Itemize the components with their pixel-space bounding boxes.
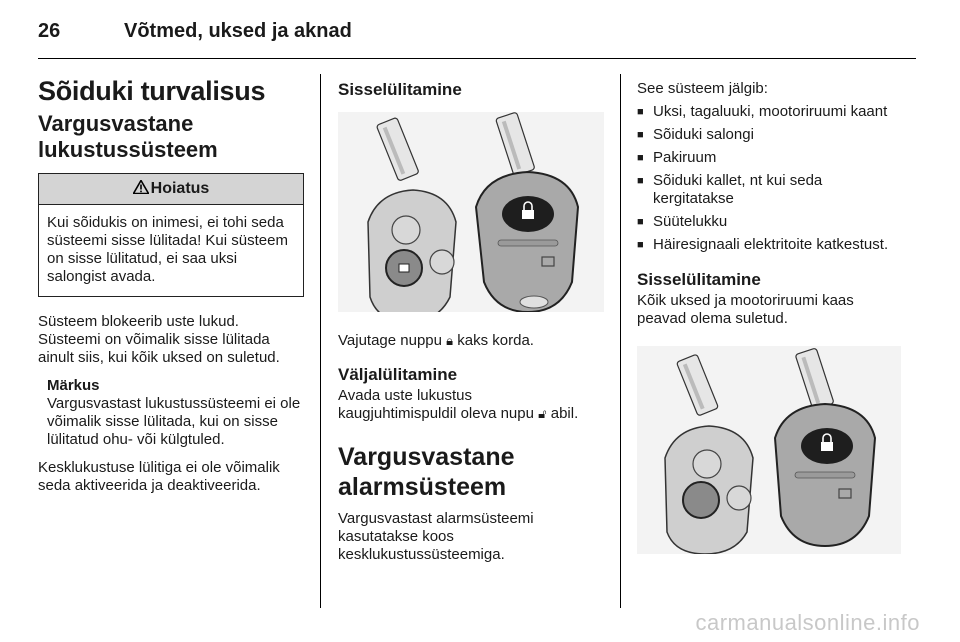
monitored-list (637, 103, 907, 254)
note-text: Vargusvastast lukustussüsteemi ei ole võimalik sisse lülitada, kui on sisse lülitatud ohu- või külgtuled. (47, 395, 301, 448)
warning-title: Hoiatus (150, 180, 210, 197)
subheading: Vargusvastane lukustussüsteem (38, 111, 218, 162)
note-block (47, 377, 304, 449)
column-divider-1 (320, 74, 321, 608)
column-1 (38, 74, 304, 495)
deactivation-text-before: kaugjuhtimispuldil oleva nupu (338, 405, 534, 422)
list-item: ■ Sõiduki salongi (637, 126, 907, 144)
unlock-icon: 🔓︎ (538, 407, 547, 422)
alarm-text: Vargusvastast alarmsüsteemi kasutatakse koos kesklukustussüsteemiga. (338, 510, 534, 563)
note-title: Märkus (47, 377, 100, 394)
footer-watermark: carmanualsonline.info (695, 610, 920, 635)
page-header (38, 20, 352, 43)
alarm-activation-text: Kõik uksed ja mootoriruumi kaas peavad olema suletud. (637, 292, 854, 327)
deactivation-line-1: Avada uste lukustus (338, 387, 472, 404)
paragraph-central-lock: Kesklukustuse lülitiga ei ole võimalik seda aktiveerida ja deaktiveerida. (38, 459, 280, 494)
key-fob-illustration-1 (338, 112, 604, 312)
activation-heading: Sisselülitamine (338, 80, 462, 99)
press-text-after: kaks korda. (457, 332, 534, 349)
section-title: Võtmed, uksed ja aknad (124, 20, 352, 42)
lock-icon: 🔒︎ (446, 334, 454, 349)
warning-box (38, 173, 304, 297)
deactivation-line-2 (338, 405, 604, 424)
header-rule (38, 58, 916, 59)
paragraph-blocking: Süsteem blokeerib uste lukud. Süsteemi on võimalik sisse lülitada ainult siis, kui kõik uksed on suletud. (38, 313, 280, 366)
warning-header (39, 174, 303, 205)
deactivation-heading: Väljalülitamine (338, 365, 458, 384)
press-text-before: Vajutage nuppu (338, 332, 442, 349)
list-item: ■ Häiresignaali elektritoite katkestust. (637, 236, 907, 254)
list-item: ■ Sõiduki kallet, nt kui seda kergitatakse (637, 172, 907, 208)
monitors-intro: See süsteem jälgib: (637, 80, 768, 97)
press-instruction (338, 332, 604, 351)
column-divider-2 (620, 74, 621, 608)
deactivation-text-after: abil. (550, 405, 579, 422)
column-3 (637, 74, 907, 554)
page-number: 26 (38, 20, 61, 42)
list-item: ■ Uksi, tagaluuki, mootoriruumi kaant (637, 103, 907, 121)
key-fob-illustration-2 (637, 346, 901, 554)
list-item: ■ Pakiruum (637, 149, 907, 167)
main-heading: Sõiduki turvalisus (38, 76, 266, 106)
list-item: ■ Süütelukku (637, 213, 907, 231)
alarm-activation-heading: Sisselülitamine (637, 270, 761, 289)
warning-triangle-icon (133, 180, 149, 194)
column-2 (338, 74, 604, 564)
warning-text: Kui sõidukis on inimesi, ei tohi seda süsteemi sisse lülitada! Kui süsteem on sisse lülitatud, ei saa uksi salongist avada. (47, 214, 288, 285)
alarm-heading: Vargusvastane alarmsüsteem (338, 443, 515, 501)
